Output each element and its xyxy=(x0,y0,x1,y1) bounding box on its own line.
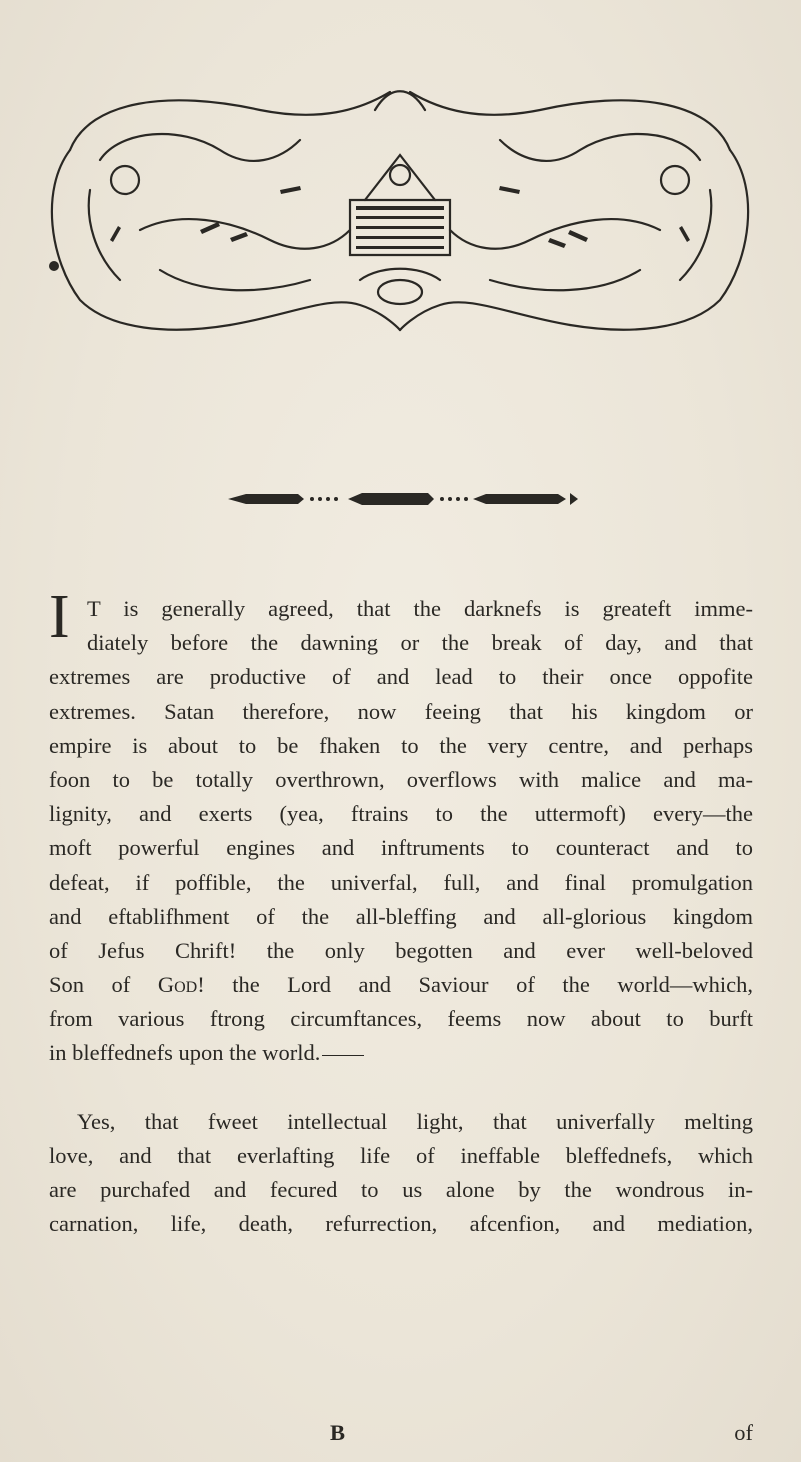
text-line: love, and that everlafting life of ineffable bleffednefs, which xyxy=(49,1142,753,1168)
text-line: defeat, if poffible, the univerfal, full, and final promulgation xyxy=(49,869,753,895)
text-line: extremes are productive of and lead to their once oppofite xyxy=(49,664,753,690)
catchword: of xyxy=(734,1420,753,1445)
text-fragment: ! the Lord and Saviour of the world—which, xyxy=(197,972,753,998)
drop-cap: I xyxy=(49,583,68,651)
small-caps-god: od xyxy=(174,972,198,998)
opening-lines xyxy=(49,583,753,660)
text-line-last xyxy=(49,1036,753,1070)
text-line: of Jefus Chrift! the only begotten and ever well-beloved xyxy=(49,937,753,963)
text-line: foon to be totally overthrown, overflows with malice and ma- xyxy=(49,766,753,792)
text-line: T is generally agreed, that the darknefs is greateft imme- xyxy=(87,596,753,621)
paragraph-2 xyxy=(49,1105,753,1242)
dash-rule xyxy=(322,1055,364,1056)
text-line: lignity, and exerts (yea, ftrains to the uttermoft) every—the xyxy=(49,801,753,827)
text-line: extremes. Satan therefore, now feeing that his kingdom or xyxy=(49,698,753,724)
text-fragment: in bleffednefs upon the world. xyxy=(49,1040,321,1066)
text-line: moft powerful engines and inftruments to counteract and to xyxy=(49,835,753,861)
text-fragment: Son of G xyxy=(49,972,175,998)
text-line-god xyxy=(49,968,753,1002)
text-line: and eftablifhment of the all-bleffing and all-glorious kingdom xyxy=(49,903,753,929)
page-footer xyxy=(49,1420,753,1454)
headpiece-ornament xyxy=(30,80,770,350)
text-line: empire is about to be fhaken to the very centre, and perhaps xyxy=(49,732,753,758)
text-line: are purchafed and fecured to us alone by the wondrous in- xyxy=(49,1177,753,1202)
text-line: Yes, that fweet intellectual light, that univerfally melting xyxy=(77,1108,753,1134)
text-line: carnation, life, death, refurrection, afcenfion, and mediation, xyxy=(49,1211,753,1237)
text-line: diately before the dawning or the break of day, and that xyxy=(87,630,753,656)
signature-mark: B xyxy=(330,1420,346,1445)
text-line: from various ftrong circumftances, feems now about to burft xyxy=(49,1006,753,1032)
rule-ornament xyxy=(228,487,578,511)
drop-cap-adjacent-lines xyxy=(87,592,753,660)
body-text xyxy=(49,583,753,1241)
